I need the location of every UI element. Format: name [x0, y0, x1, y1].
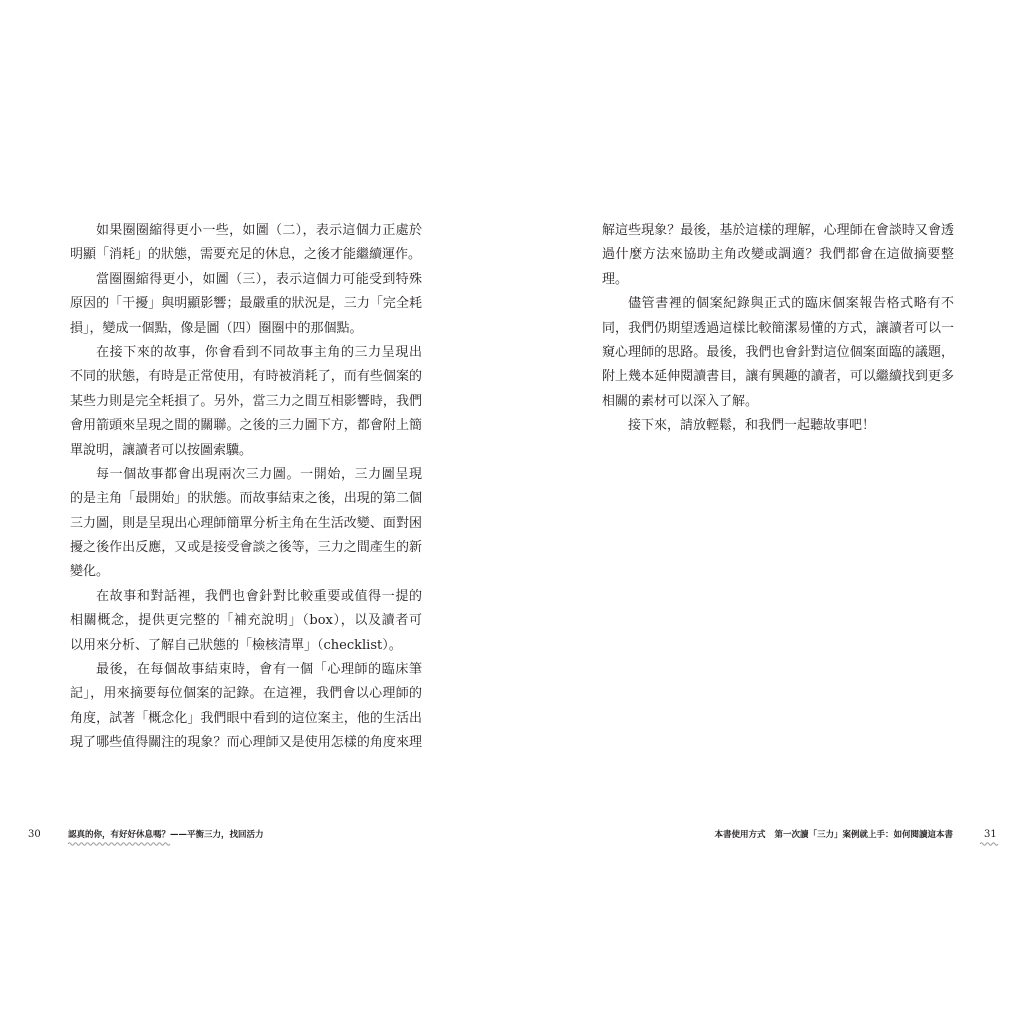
- text-line: 在故事和對話裡，我們也會針對比較重要或值得一提的: [96, 588, 422, 604]
- paragraph: [70, 341, 422, 463]
- text-line: 相關概念，提供更完整的「補充說明」（box），以及讀者可: [70, 613, 422, 629]
- text-line: 現了哪些值得關注的現象？而心理師又是使用怎樣的角度來理: [70, 735, 422, 751]
- wavy-rule-decoration: [980, 841, 1000, 847]
- paragraph: [70, 585, 422, 658]
- paragraph: [602, 219, 954, 292]
- paragraph: [70, 463, 422, 585]
- text-line: 某些力則是完全耗損了。另外，當三力之間互相影響時，我們: [70, 393, 422, 409]
- text-line: 附上幾本延伸閱讀書目，讓有興趣的讀者，可以繼續找到更多: [602, 369, 954, 385]
- text-line: 單說明，讓讀者可以按圖索驥。: [70, 442, 253, 458]
- text-line: 擾之後作出反應，又或是接受會談之後等，三力之間產生的新: [70, 540, 422, 556]
- text-line: 明顯「消耗」的狀態，需要充足的休息，之後才能繼續運作。: [70, 247, 422, 263]
- text-line: 的是主角「最開始」的狀態。而故事結束之後，出現的第二個: [70, 491, 422, 507]
- text-line: 每一個故事都會出現兩次三力圖。一開始，三力圖呈現: [96, 466, 422, 482]
- text-line: 窺心理師的思路。最後，我們也會針對這位個案面臨的議題，: [602, 344, 954, 360]
- text-line: 原因的「干擾」與明顯影響；最嚴重的狀況是，三力「完全耗: [70, 296, 422, 312]
- text-line: 解這些現象？最後，基於這樣的理解，心理師在會談時又會透: [602, 223, 954, 238]
- running-head-left: 認真的你，有好好休息嗎？——平衡三力，找回活力: [68, 830, 264, 840]
- text-line: 相關的素材可以深入了解。: [602, 393, 759, 409]
- text-line: 最後，在每個故事結束時，會有一個「心理師的臨床筆: [96, 662, 422, 678]
- text-line: 接下來，請放輕鬆，和我們一起聽故事吧！: [628, 418, 876, 434]
- text-line: 儘管書裡的個案紀錄與正式的臨床個案報告格式略有不: [628, 296, 954, 312]
- text-line: 損」，變成一個點，像是圖（四）圈圈中的那個點。: [70, 320, 363, 336]
- paragraph: [602, 414, 954, 438]
- text-line: 以用來分析、了解自己狀態的「檢核清單」（checklist）。: [70, 637, 402, 653]
- running-head-chapter: 第一次讀「三力」案例就上手：如何閱讀這本書: [774, 830, 953, 840]
- running-head-right: [714, 829, 953, 841]
- page-number-right: 31: [984, 829, 997, 840]
- text-line: 同，我們仍期望透過這樣比較簡潔易懂的方式，讓讀者可以一: [602, 320, 954, 336]
- text-line: 過什麼方法來協助主角改變或調適？我們都會在這做摘要整: [602, 247, 954, 263]
- text-line: 在接下來的故事，你會看到不同故事主角的三力呈現出: [96, 344, 422, 360]
- text-line: 不同的狀態，有時是正常使用，有時被消耗了，而有些個案的: [70, 369, 422, 385]
- paragraph: [70, 219, 422, 268]
- text-line: 記」，用來摘要每位個案的記錄。在這裡，我們會以心理師的: [70, 686, 422, 702]
- paragraph: [70, 268, 422, 341]
- text-line: 變化。: [70, 564, 110, 580]
- text-line: 會用箭頭來呈現之間的關聯。之後的三力圖下方，都會附上簡: [70, 418, 422, 434]
- text-line: 當圈圈縮得更小，如圖（三），表示這個力可能受到特殊: [96, 271, 422, 287]
- left-page-body: [70, 219, 422, 756]
- page-number-left: 30: [28, 829, 41, 840]
- text-line: 理。: [602, 271, 629, 287]
- wavy-rule-decoration: [68, 841, 172, 847]
- text-line: 角度，試著「概念化」我們眼中看到的這位案主，他的生活出: [70, 710, 422, 726]
- running-head-section: 本書使用方式: [714, 830, 766, 840]
- paragraph: [70, 658, 422, 756]
- text-line: 三力圖，則是呈現出心理師簡單分析主角在生活改變、面對困: [70, 515, 422, 531]
- text-line: 如果圈圈縮得更小一些，如圖（二），表示這個力正處於: [96, 223, 422, 238]
- right-page-body: [602, 219, 954, 439]
- paragraph: [602, 292, 954, 414]
